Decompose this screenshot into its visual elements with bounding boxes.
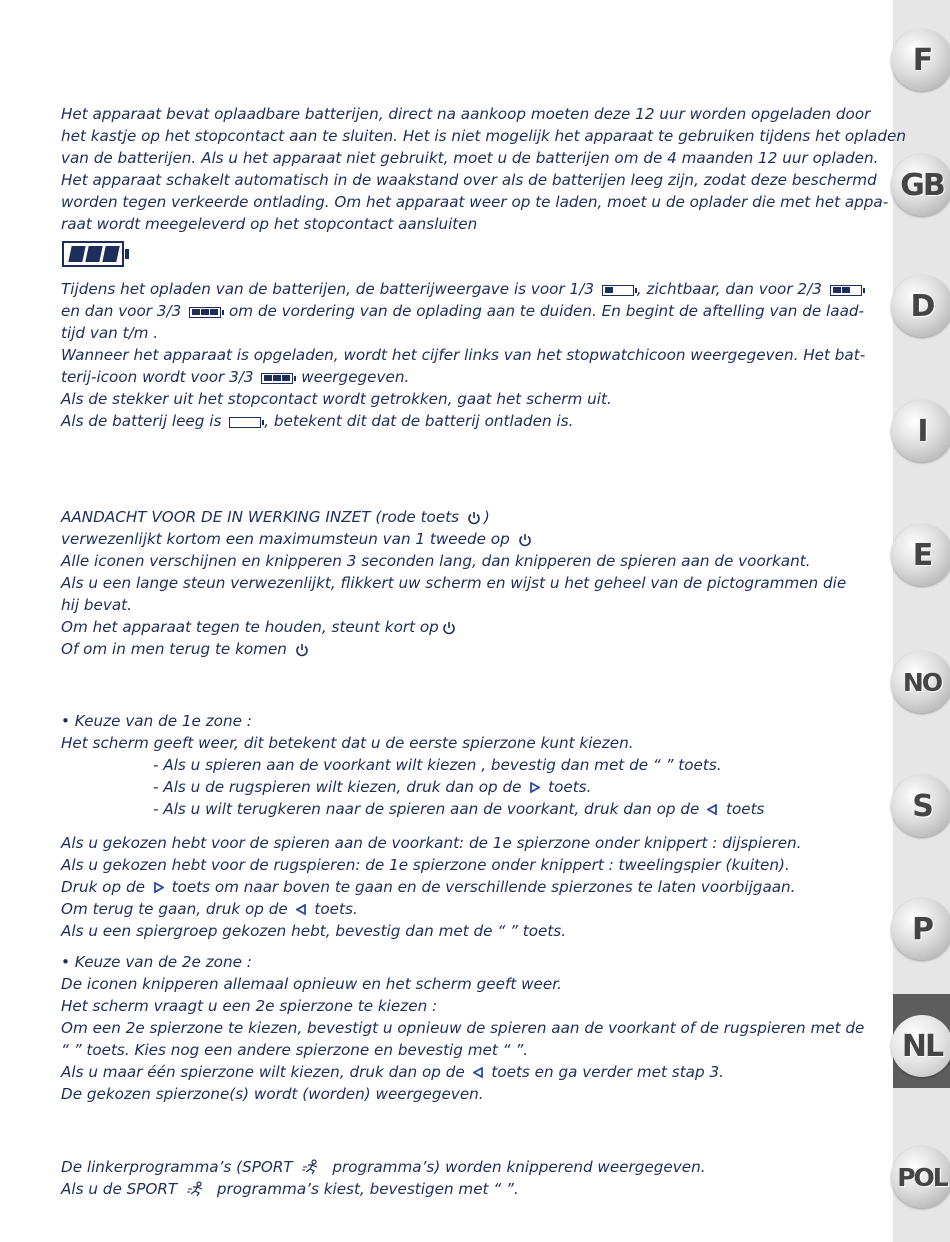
startup-line bbox=[61, 528, 535, 550]
zone1-title: • Keuze van de 1e zone : bbox=[61, 712, 252, 730]
power-icon bbox=[295, 643, 309, 657]
startup-text: verwezenlijkt kortom een maximumsteun van 1 tweede op bbox=[61, 530, 510, 548]
battery-empty-icon bbox=[229, 417, 261, 428]
startup-line bbox=[61, 616, 459, 638]
startup-text: Of om in men terug te komen bbox=[61, 640, 287, 658]
zone1-line bbox=[153, 798, 764, 820]
startup-line bbox=[61, 506, 490, 528]
startup-line: Als u een lange steun verwezenlijkt, flikkert uw scherm en wijst u het geheel van de pictogrammen die bbox=[61, 574, 847, 592]
zone2-line: Om een 2e spierzone te kiezen, bevestigt u opnieuw de spieren aan de voorkant of de rugspieren met de bbox=[61, 1019, 865, 1037]
battery-one-third-icon bbox=[602, 285, 634, 296]
zone1-text: toets om naar boven te gaan en de verschillende spierzones te laten voorbijgaan. bbox=[171, 878, 796, 896]
charging-text: , betekent dit dat de batterij ontladen is. bbox=[264, 412, 574, 430]
sport-text: Als u de SPORT bbox=[61, 1180, 178, 1198]
charging-line bbox=[61, 278, 865, 300]
startup-text: ) bbox=[483, 508, 490, 526]
zone1-text: Druk op de bbox=[61, 878, 145, 896]
language-tab-nl[interactable] bbox=[891, 1015, 950, 1077]
language-tab-no[interactable] bbox=[891, 651, 950, 713]
zone2-title: • Keuze van de 2e zone : bbox=[61, 953, 252, 971]
language-tab-label: F bbox=[912, 42, 932, 78]
intro-line: raat wordt meegeleverd op het stopcontact aansluiten bbox=[61, 215, 478, 233]
zone1-line: Als u gekozen hebt voor de spieren aan de voorkant: de 1e spierzone onder knippert : dijspieren. bbox=[61, 834, 802, 852]
zone2-line: Het scherm vraagt u een 2e spierzone te kiezen : bbox=[61, 997, 438, 1015]
charging-text: om de vordering van de oplading aan te duiden. En begint de aftelling van de laad- bbox=[228, 302, 864, 320]
charging-text: Als de batterij leeg is bbox=[61, 412, 222, 430]
intro-line: het kastje op het stopcontact aan te sluiten. Het is niet mogelijk het apparaat te gebruiken tijdens het opladen bbox=[61, 127, 906, 145]
arrow-left-icon bbox=[473, 1067, 484, 1078]
runner-icon bbox=[186, 1181, 208, 1197]
charging-text: weergegeven. bbox=[301, 368, 410, 386]
language-tab-label: GB bbox=[900, 167, 944, 203]
battery-full-small-icon bbox=[189, 307, 221, 318]
language-tab-label: D bbox=[910, 288, 934, 324]
zone1-line: Het scherm geeft weer, dit betekent dat u de eerste spierzone kunt kiezen. bbox=[61, 734, 634, 752]
language-tab-d[interactable] bbox=[891, 275, 950, 337]
zone1-line: Als u gekozen hebt voor de rugspieren: de 1e spierzone onder knippert : tweelingspier (kuiten). bbox=[61, 856, 790, 874]
arrow-right-icon bbox=[529, 782, 540, 793]
zone1-text: toets. bbox=[548, 778, 592, 796]
power-icon bbox=[442, 621, 456, 635]
intro-line: van de batterijen. Als u het apparaat niet gebruikt, moet u de batterijen om de 4 maanden 12 uur opladen. bbox=[61, 149, 879, 167]
zone2-line: “ ” toets. Kies nog een andere spierzone en bevestig met “ ”. bbox=[61, 1041, 529, 1059]
zone1-text: Om terug te gaan, druk op de bbox=[61, 900, 288, 918]
zone1-text: toets bbox=[726, 800, 765, 818]
charging-line bbox=[61, 300, 864, 322]
charging-text: Tijdens het opladen van de batterijen, de batterijweergave is voor 1/3 bbox=[61, 280, 594, 298]
charging-line: tijd van t/m . bbox=[61, 324, 159, 342]
arrow-left-icon bbox=[296, 904, 307, 915]
charging-line bbox=[61, 410, 573, 432]
charging-line: Als de stekker uit het stopcontact wordt getrokken, gaat het scherm uit. bbox=[61, 390, 612, 408]
sport-text: programma’s kiest, bevestigen met “ ”. bbox=[216, 1180, 519, 1198]
zone1-line: - Als u spieren aan de voorkant wilt kiezen , bevestig dan met de “ ” toets. bbox=[153, 756, 722, 774]
intro-line: worden tegen verkeerde ontlading. Om het apparaat weer op te laden, moet u de oplader die met het appa- bbox=[61, 193, 889, 211]
language-tab-label: P bbox=[912, 911, 932, 947]
zone2-line: De iconen knipperen allemaal opnieuw en het scherm geeft weer. bbox=[61, 975, 562, 993]
arrow-left-icon bbox=[707, 804, 718, 815]
language-tab-label: E bbox=[912, 537, 932, 573]
power-icon bbox=[467, 511, 481, 525]
language-sidebar bbox=[893, 0, 950, 1242]
startup-text: Om het apparaat tegen te houden, steunt kort op bbox=[61, 618, 439, 636]
zone1-text: - Als u de rugspieren wilt kiezen, druk dan op de bbox=[153, 778, 522, 796]
zone1-line bbox=[61, 876, 796, 898]
language-tab-p[interactable] bbox=[891, 898, 950, 960]
charging-text: en dan voor 3/3 bbox=[61, 302, 182, 320]
arrow-right-icon bbox=[153, 882, 164, 893]
power-icon bbox=[518, 533, 532, 547]
zone2-line: De gekozen spierzone(s) wordt (worden) weergegeven. bbox=[61, 1085, 484, 1103]
zone1-line bbox=[153, 776, 591, 798]
language-tab-label: NO bbox=[902, 667, 942, 697]
language-tab-label: S bbox=[912, 788, 932, 824]
battery-full-small-icon bbox=[261, 373, 293, 384]
sport-text: De linkerprogramma’s (SPORT bbox=[61, 1158, 293, 1176]
battery-full-icon bbox=[62, 241, 124, 267]
charging-line: Wanneer het apparaat is opgeladen, wordt het cijfer links van het stopwatchicoon weergegeven. Het bat- bbox=[61, 346, 866, 364]
language-tab-gb[interactable] bbox=[891, 154, 950, 216]
zone2-line bbox=[61, 1061, 724, 1083]
charging-line bbox=[61, 366, 409, 388]
language-tab-e[interactable] bbox=[891, 524, 950, 586]
language-tab-label: POL bbox=[897, 1162, 947, 1192]
sport-text: programma’s) worden knipperend weergegeven. bbox=[332, 1158, 706, 1176]
zone1-text: - Als u wilt terugkeren naar de spieren aan de voorkant, druk dan op de bbox=[153, 800, 700, 818]
zone2-text: toets en ga verder met stap 3. bbox=[491, 1063, 724, 1081]
language-tab-pol[interactable] bbox=[891, 1146, 950, 1208]
intro-line: Het apparaat schakelt automatisch in de waakstand over als de batterijen leeg zijn, zodat deze beschermd bbox=[61, 171, 877, 189]
sport-line bbox=[61, 1156, 706, 1178]
zone1-text: toets. bbox=[314, 900, 358, 918]
battery-two-thirds-icon bbox=[830, 285, 862, 296]
zone1-line bbox=[61, 898, 358, 920]
language-tab-s[interactable] bbox=[891, 775, 950, 837]
startup-text: AANDACHT VOOR DE IN WERKING INZET (rode toets bbox=[61, 508, 460, 526]
intro-line: Het apparaat bevat oplaadbare batterijen, direct na aankoop moeten deze 12 uur worden opgeladen door bbox=[61, 105, 871, 123]
language-tab-f[interactable] bbox=[891, 29, 950, 91]
startup-line: hij bevat. bbox=[61, 596, 132, 614]
startup-line bbox=[61, 638, 312, 660]
sport-line bbox=[61, 1178, 519, 1200]
zone1-line: Als u een spiergroep gekozen hebt, bevestig dan met de “ ” toets. bbox=[61, 922, 567, 940]
startup-line: Alle iconen verschijnen en knipperen 3 seconden lang, dan knipperen de spieren aan de voorkant. bbox=[61, 552, 811, 570]
charging-text: terij-icoon wordt voor 3/3 bbox=[61, 368, 254, 386]
charging-text: , zichtbaar, dan voor 2/3 bbox=[636, 280, 822, 298]
zone2-text: Als u maar één spierzone wilt kiezen, druk dan op de bbox=[61, 1063, 465, 1081]
language-tab-label: NL bbox=[901, 1028, 943, 1064]
language-tab-i[interactable] bbox=[891, 400, 950, 462]
runner-icon bbox=[301, 1159, 323, 1175]
language-tab-label: I bbox=[917, 413, 927, 449]
